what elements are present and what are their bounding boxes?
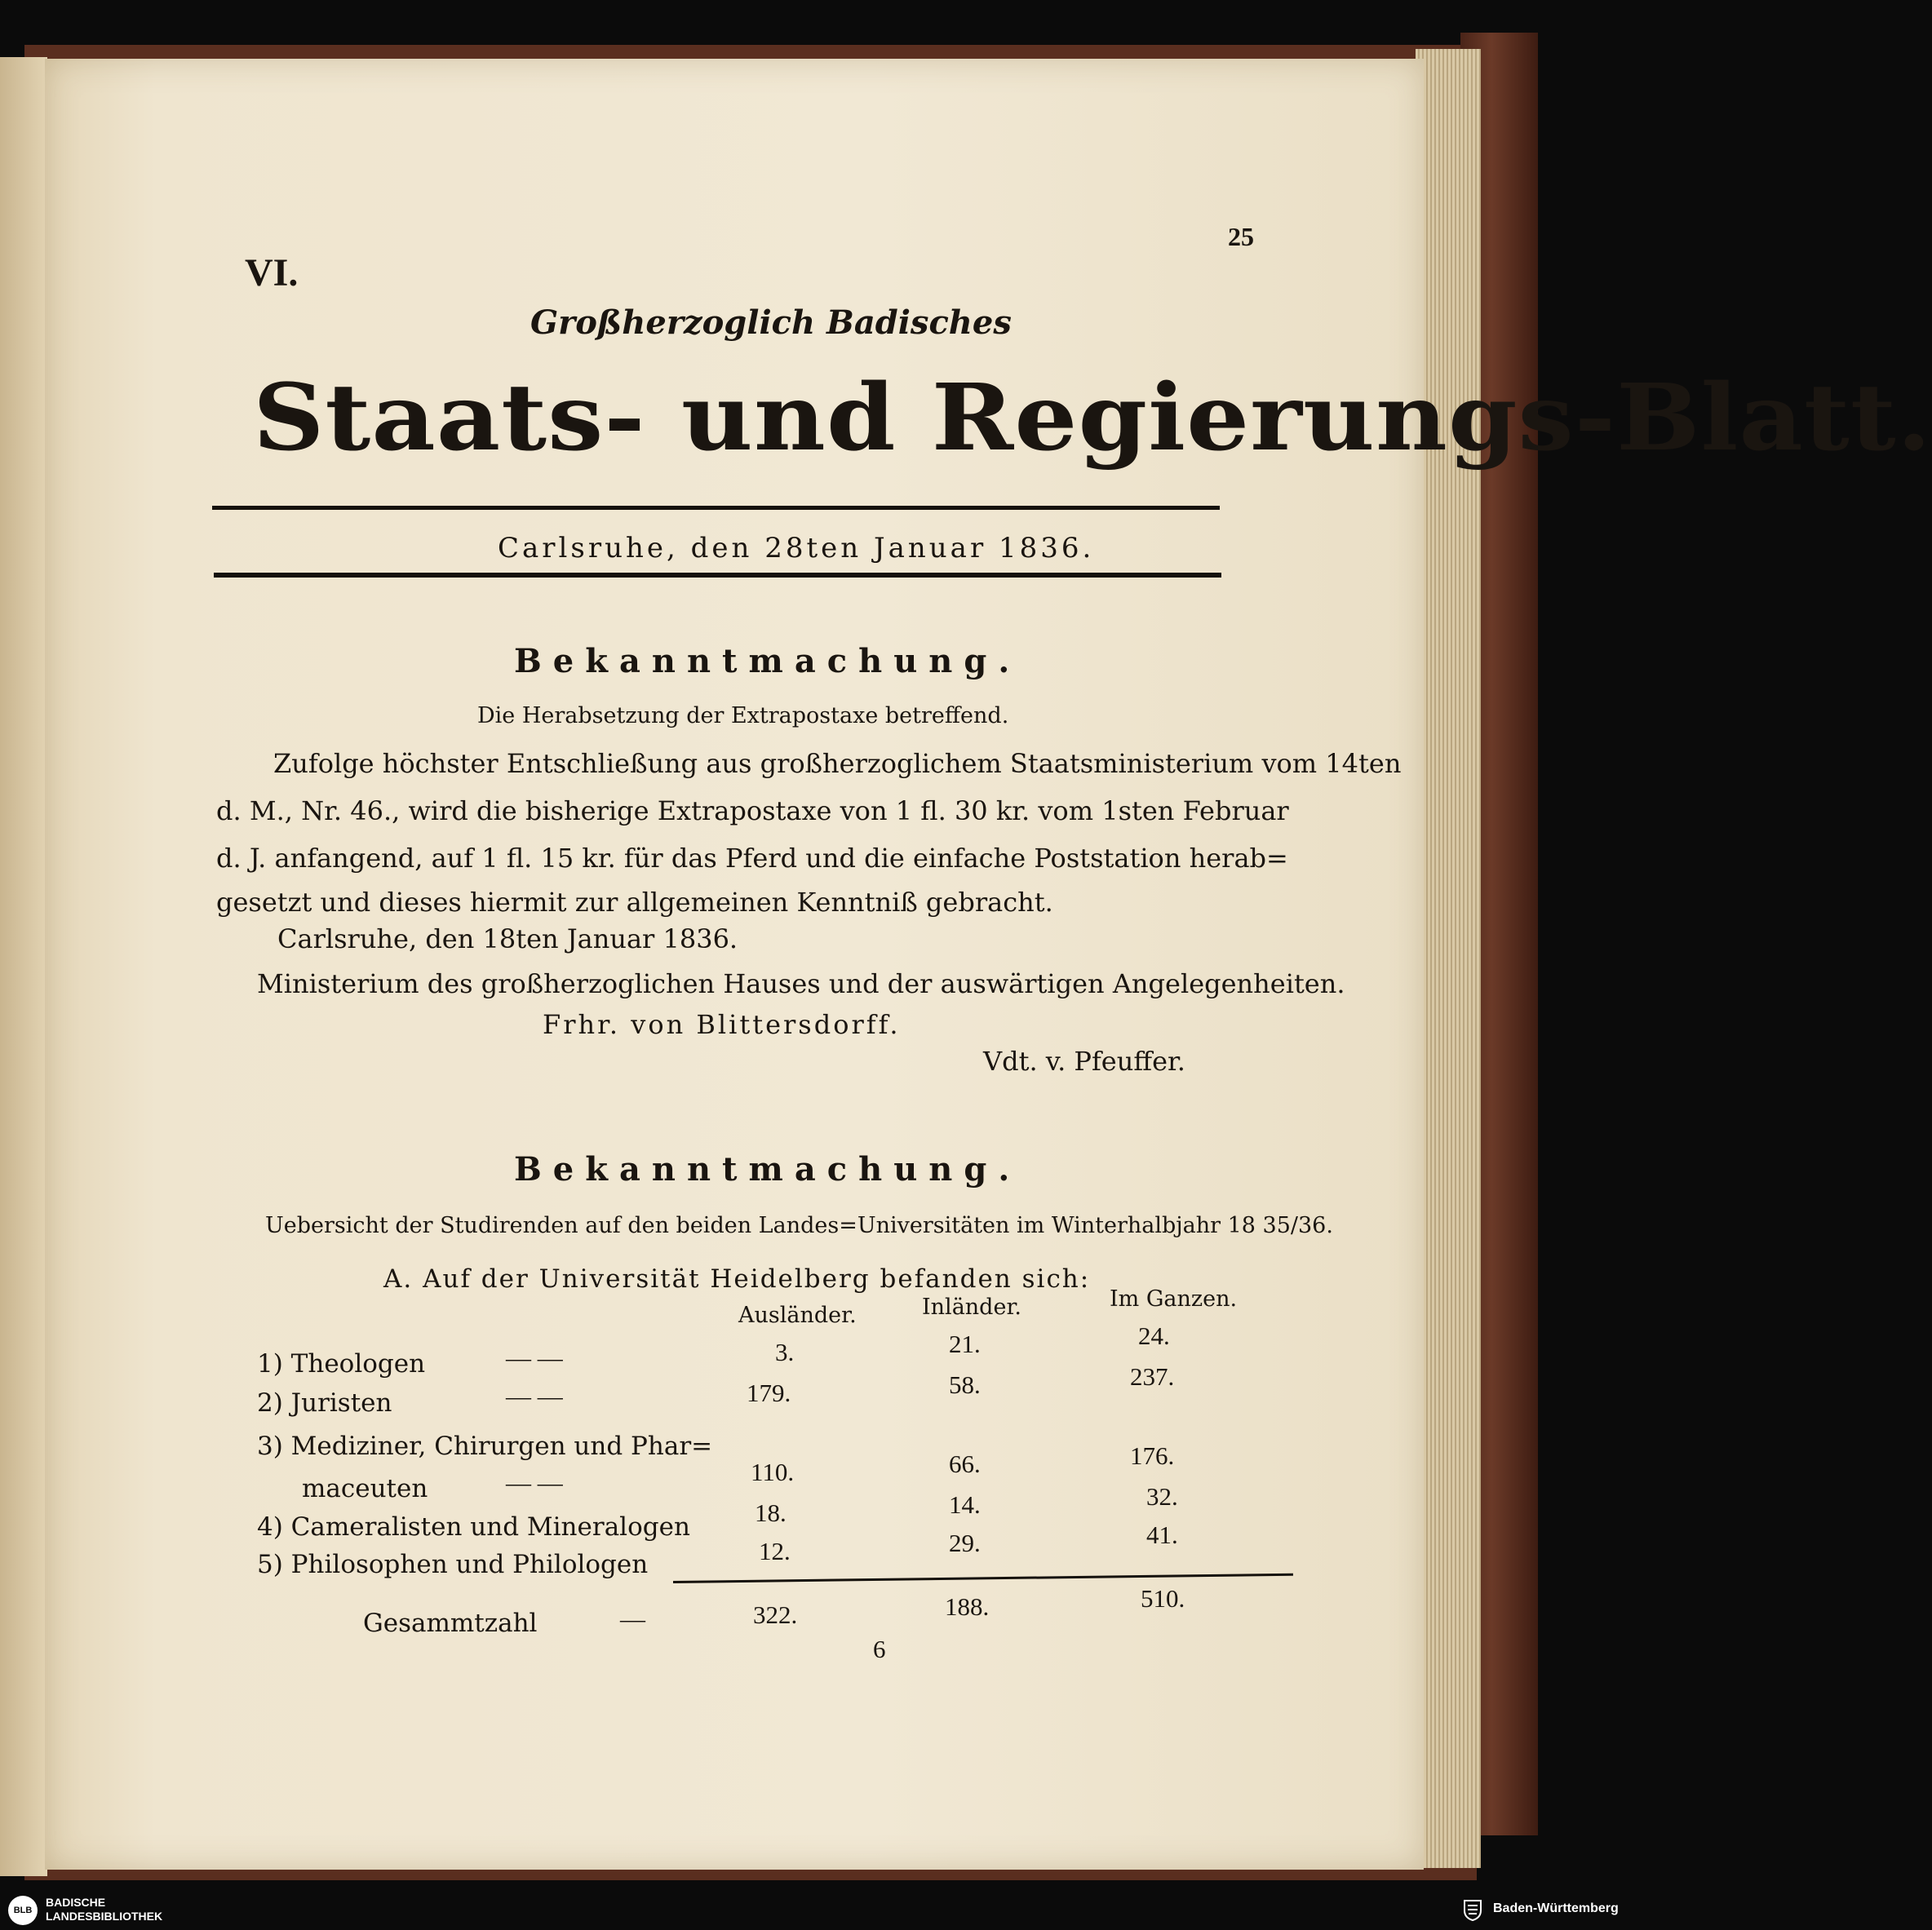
table-row-label: maceuten [302,1474,428,1503]
col-header-im-ganzen: Im Ganzen. [1110,1286,1238,1312]
table-row-label: 4) Cameralisten und Mineralogen [257,1512,690,1542]
library-name-line-1: BADISCHE [46,1896,106,1909]
table-cell-inlaender: 21. [949,1330,981,1358]
table-cell-inlaender: 66. [949,1450,981,1478]
footer-bar [0,1889,1632,1930]
table-cell-auslaender: 179. [747,1379,791,1407]
coat-of-arms-icon [1460,1897,1485,1922]
library-name [46,1896,162,1923]
notice2-heading: Bekanntmachung. [514,1150,1021,1189]
total-inlaender: 188. [945,1592,990,1621]
table-cell-auslaender: 110. [751,1458,795,1486]
table-cell-im-ganzen: 41. [1146,1521,1178,1549]
table-row-dashes: — — [506,1468,563,1497]
blb-logo-icon[interactable]: BLB [8,1896,38,1925]
notice1-heading: Bekanntmachung. [514,642,1021,680]
notice1-ministry: Ministerium des großherzoglichen Hauses und der auswärtigen Angelegenheiten. [257,968,1345,999]
total-auslaender: 322. [753,1600,798,1629]
table-cell-auslaender: 18. [755,1498,787,1527]
table-cell-im-ganzen: 32. [1146,1482,1178,1511]
table-row-label: 1) Theologen [257,1349,426,1379]
library-name-line-2: LANDESBIBLIOTHEK [46,1910,163,1923]
notice2-section-a: A. Auf der Universität Heidelberg befanden sich: [383,1264,1091,1294]
table-cell-inlaender: 14. [949,1490,981,1519]
col-header-inlaender: Inländer. [922,1295,1021,1320]
total-label: Gesammtzahl [363,1609,538,1638]
notice1-line-3: d. J. anfangend, auf 1 fl. 15 kr. für das Pferd und die einfache Poststation herab= [216,843,1288,874]
table-cell-auslaender: 12. [759,1537,791,1565]
volume-number: VI. [245,251,299,294]
table-cell-im-ganzen: 176. [1130,1441,1175,1470]
table-row-dashes: — — [506,1343,563,1372]
table-cell-auslaender: 3. [775,1338,795,1366]
table-cell-im-ganzen: 237. [1130,1362,1175,1391]
masthead-subtitle: Großherzoglich Badisches [530,303,1012,342]
table-cell-im-ganzen: 24. [1138,1321,1170,1350]
table-row-label: 3) Mediziner, Chirurgen und Phar= [257,1432,713,1461]
notice1-subject: Die Herabsetzung der Extrapostaxe betreffend. [477,703,1009,728]
facing-page-edge [0,57,47,1876]
notice1-line-2: d. M., Nr. 46., wird die bisherige Extrapostaxe von 1 fl. 30 kr. vom 1sten Februar [216,795,1289,826]
notice1-date: Carlsruhe, den 18ten Januar 1836. [277,923,738,954]
table-cell-inlaender: 58. [949,1370,981,1399]
state-name[interactable]: Baden-Württemberg [1493,1901,1619,1915]
page-number: 25 [1228,222,1254,251]
table-cell-inlaender: 29. [949,1529,981,1557]
issue-dateline: Carlsruhe, den 28ten Januar 1836. [498,532,1095,564]
notice1-line-4: gesetzt und dieses hiermit zur allgemeinen Kenntniß gebracht. [216,887,1053,918]
notice1-countersign: Vdt. v. Pfeuffer. [983,1046,1185,1077]
document-page [45,59,1932,1870]
masthead-title: Staats- und Regierungs-Blatt. [253,365,1932,471]
total-rule [673,1574,1293,1583]
total-im-ganzen: 510. [1141,1584,1185,1613]
col-header-auslaender: Ausländer. [738,1303,857,1328]
table-row-label: 5) Philosophen und Philologen [257,1550,649,1579]
table-row-dashes: — — [506,1382,563,1410]
notice1-line-1: Zufolge höchster Entschließung aus großherzoglichem Staatsministerium vom 14ten [273,748,1402,779]
notice1-signature: Frhr. von Blittersdorff. [543,1009,901,1040]
masthead-rule-bottom [214,573,1221,578]
notice2-overview: Uebersicht der Studirenden auf den beiden Landes=Universitäten im Winterhalbjahr 18 35/36. [265,1213,1333,1238]
table-row-label: 2) Juristen [257,1388,392,1418]
signature-mark: 6 [873,1635,886,1663]
masthead-rule-top [212,506,1220,510]
total-dash: — [620,1605,645,1633]
page-stack-edge [1416,49,1481,1868]
